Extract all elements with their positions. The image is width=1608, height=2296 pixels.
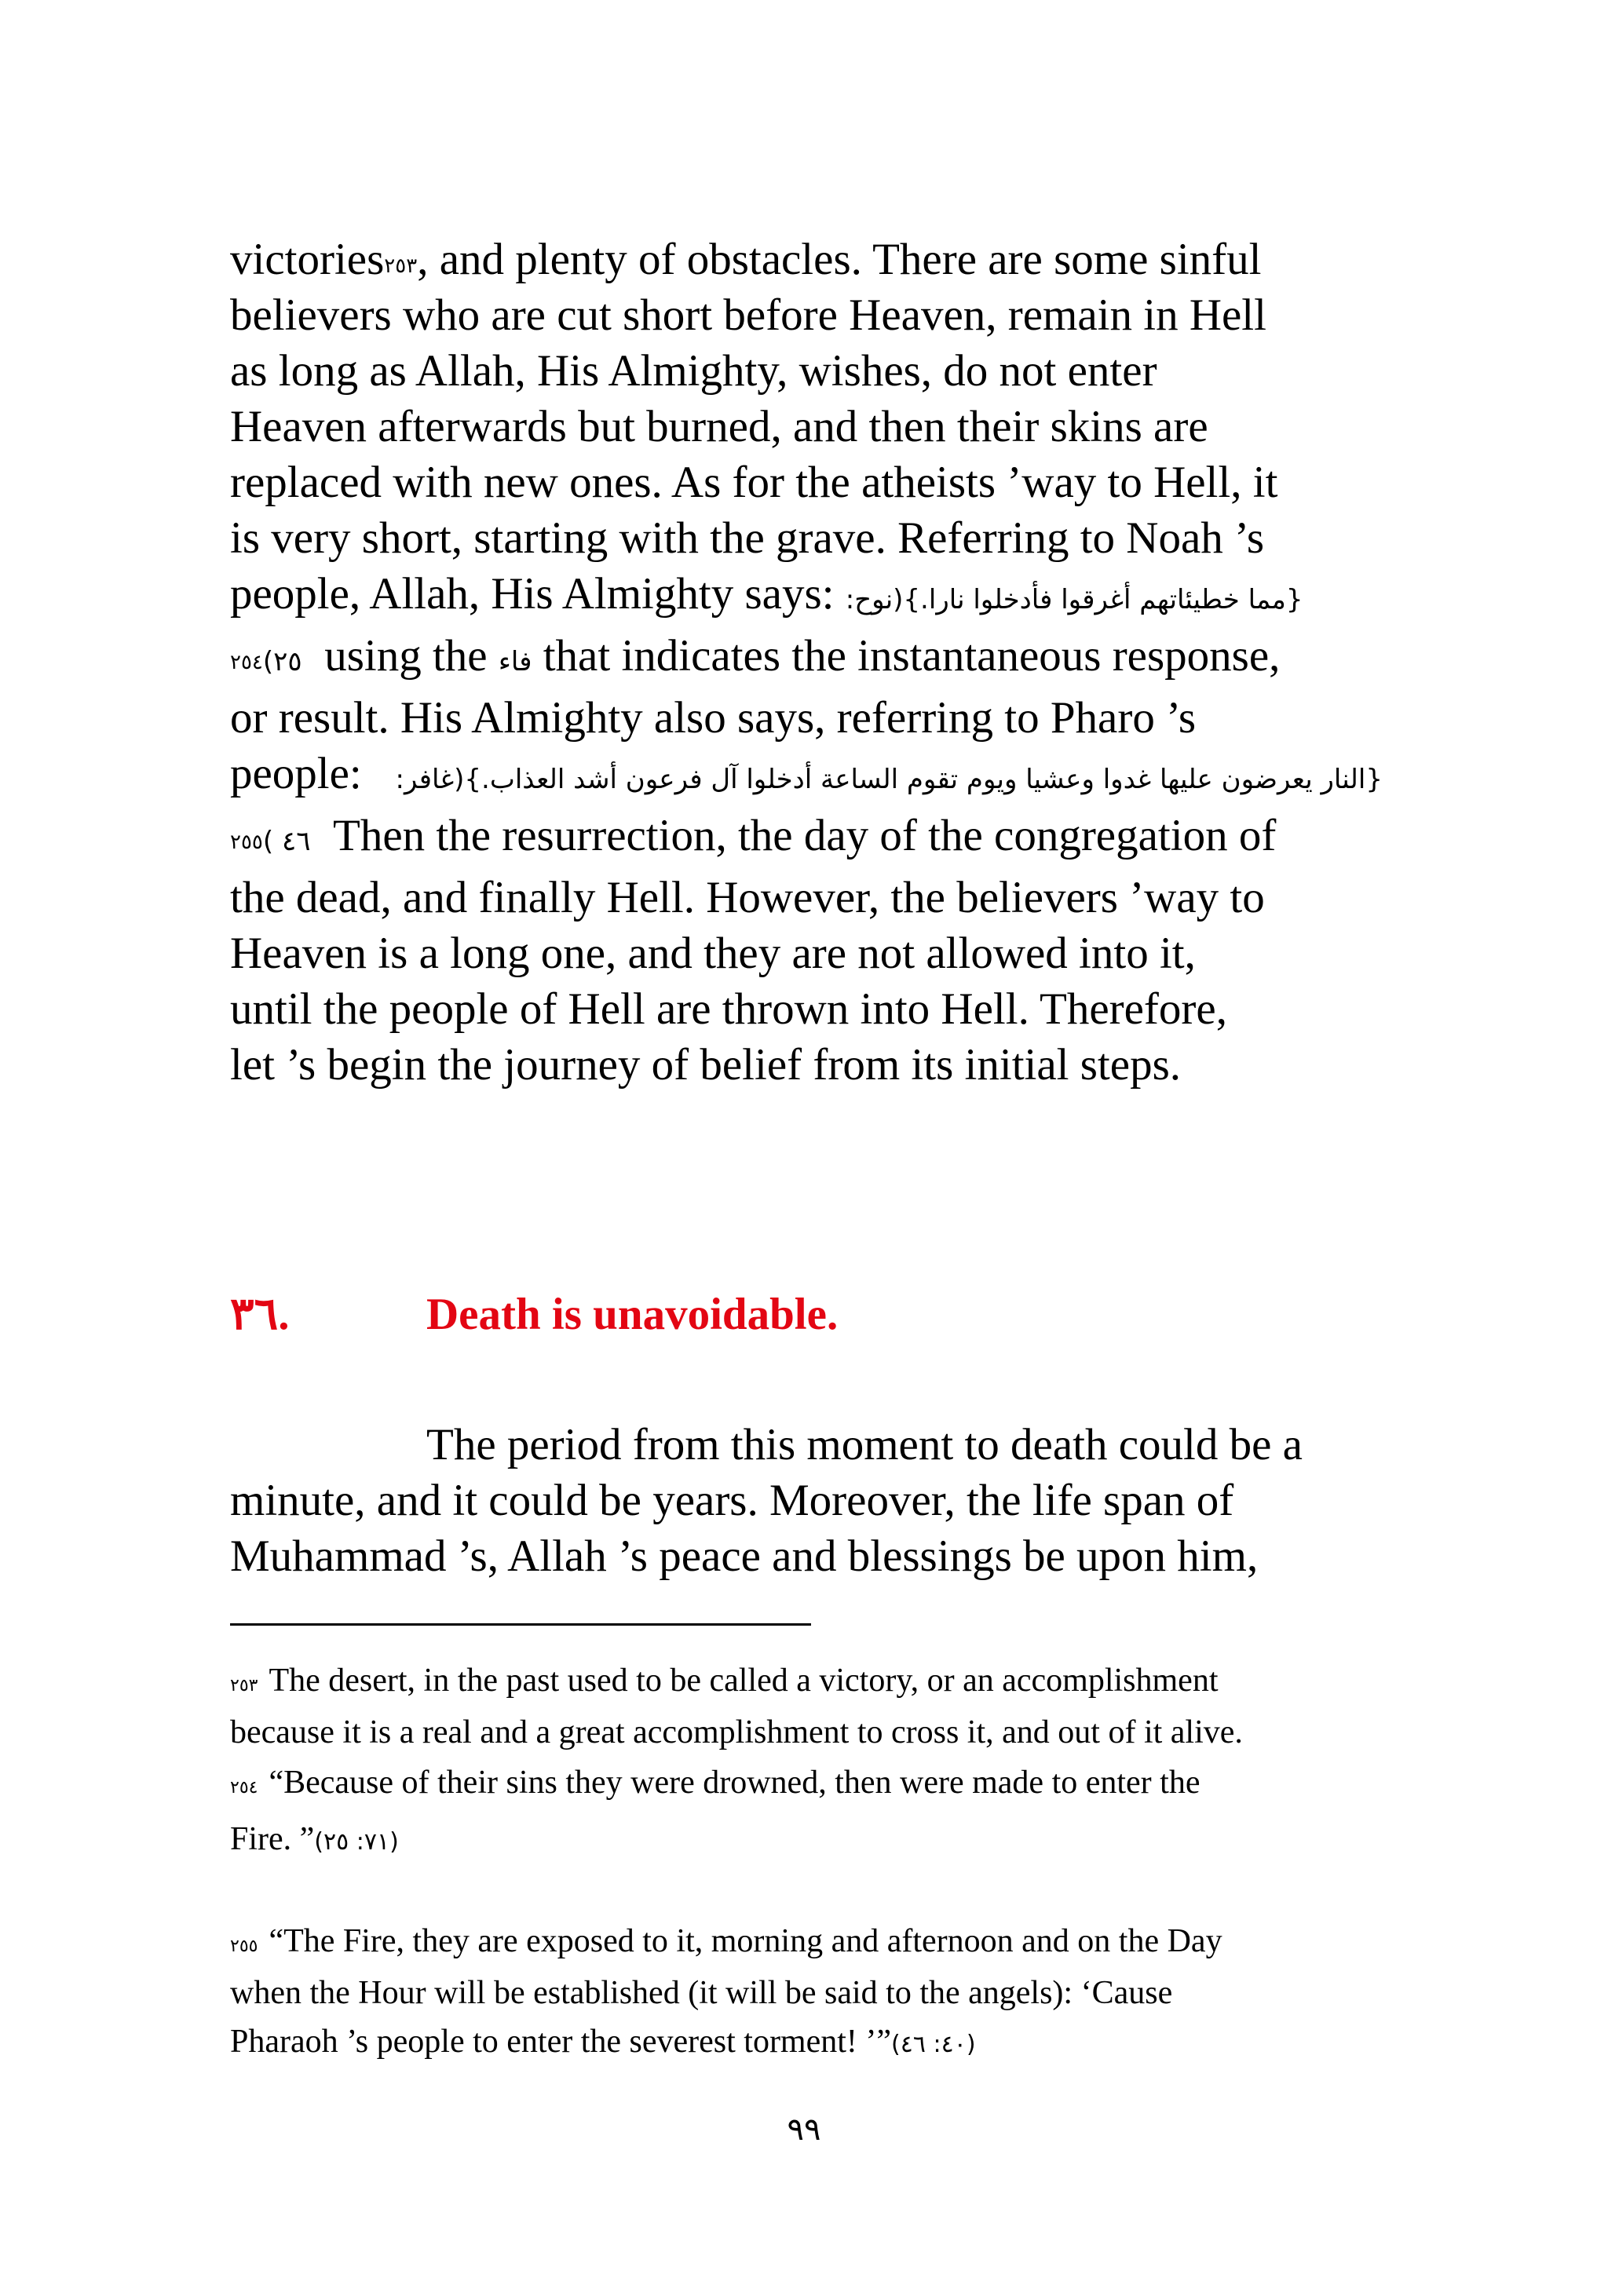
text-line: as long as Allah, His Almighty, wishes, do not enter <box>230 346 1157 396</box>
text-span: Fire. ” <box>230 1821 315 1857</box>
footnote-line: because it is a real and a great accomplishment to cross it, and out of it alive. <box>230 1714 1243 1750</box>
footnote-ref-253[interactable]: ٢٥٣ <box>384 254 418 277</box>
text-span: “Because of their sins they were drowned, then were made to enter the <box>269 1765 1201 1801</box>
text-span: that indicates the instantaneous response, <box>543 631 1281 681</box>
text-line: believers who are cut short before Heaven, remain in Hell <box>230 290 1266 340</box>
verse-reference: ٢٥) <box>262 646 302 677</box>
section-heading <box>230 1287 1329 1342</box>
footnote-marker: ٢٥٥ <box>230 1936 258 1955</box>
footnote-line: when the Hour will be established (it will be said to the angels): ‘Cause <box>230 1975 1173 2011</box>
body-paragraph-2 <box>230 1417 1384 1584</box>
footnote-line <box>230 2019 1384 2068</box>
verse-reference: (٧١: ٢٥) <box>314 1828 399 1856</box>
body-paragraph-1 <box>230 232 1384 1093</box>
text-line: is very short, starting with the grave. Referring to Noah ’s <box>230 513 1265 563</box>
footnote-ref-254[interactable]: ٢٥٤ <box>230 651 263 673</box>
footnote-254 <box>230 1758 1384 1874</box>
footnote-line <box>230 1758 1384 1807</box>
text-line: Muhammad ’s, Allah ’s peace and blessings be upon him, <box>230 1531 1259 1581</box>
footnote-line <box>230 1807 1384 1874</box>
footnote-separator <box>230 1623 811 1626</box>
text-line: minute, and it could be years. Moreover, the life span of <box>230 1476 1234 1525</box>
footnote-marker: ٢٥٤ <box>230 1777 258 1797</box>
text-line: let ’s begin the journey of belief from its initial steps. <box>230 1040 1181 1090</box>
section-title: Death is unavoidable. <box>426 1290 839 1339</box>
text-span: Then the resurrection, the day of the congregation of <box>333 811 1277 860</box>
text-line: the dead, and finally Hell. However, the believers ’way to <box>230 873 1265 922</box>
footnote-marker: ٢٥٣ <box>230 1675 258 1695</box>
text-line <box>230 628 1384 690</box>
section-number: ٣٦. <box>230 1290 290 1339</box>
text-span: people, Allah, His Almighty says: <box>230 569 835 619</box>
quran-verse-noah: {مما خطيئاتهم أغرقوا فأدخلوا نارا.}(نوح: <box>845 584 1303 615</box>
text-line: or result. His Almighty also says, referring to Pharo ’s <box>230 693 1197 743</box>
text-line <box>230 566 1384 628</box>
text-span: victories <box>230 235 385 284</box>
text-line: Heaven is a long one, and they are not allowed into it, <box>230 929 1196 978</box>
text-span: people: <box>230 749 362 798</box>
verse-reference: (٤٠: ٤٦) <box>891 2031 976 2058</box>
verse-reference: ٤٦ ) <box>262 826 311 857</box>
page-number: ٩٩ <box>787 2112 821 2148</box>
text-span: Pharaoh ’s people to enter the severest torment! ’” <box>230 2024 892 2060</box>
text-line: replaced with new ones. As for the atheists ’way to Hell, it <box>230 458 1278 507</box>
text-line: The period from this moment to death could be a <box>426 1420 1303 1469</box>
footnote-line <box>230 1915 1384 1967</box>
text-line <box>230 232 1384 287</box>
text-line <box>230 746 1384 808</box>
text-span: “The Fire, they are exposed to it, morning and afternoon and on the Day <box>269 1923 1222 1959</box>
text-line: until the people of Hell are thrown into Hell. Therefore, <box>230 984 1227 1034</box>
text-line: Heaven afterwards but burned, and then their skins are <box>230 402 1208 451</box>
footnote-ref-255[interactable]: ٢٥٥ <box>230 830 263 853</box>
text-span: using the <box>324 631 488 681</box>
text-span: , and plenty of obstacles. There are some sinful <box>417 235 1262 284</box>
text-span: The desert, in the past used to be called a victory, or an accomplishment <box>269 1663 1219 1699</box>
footnote-253 <box>230 1655 1384 1758</box>
text-line <box>230 808 1384 870</box>
footnote-255 <box>230 1915 1384 2068</box>
arabic-term-faa: فاء <box>498 646 532 677</box>
footnote-line <box>230 1655 1384 1706</box>
quran-verse-pharaoh: {النار يعرضون عليها غدوا وعشيا ويوم تقوم الساعة أدخلوا آل فرعون أشد العذاب.}(غافر: <box>395 764 1383 795</box>
